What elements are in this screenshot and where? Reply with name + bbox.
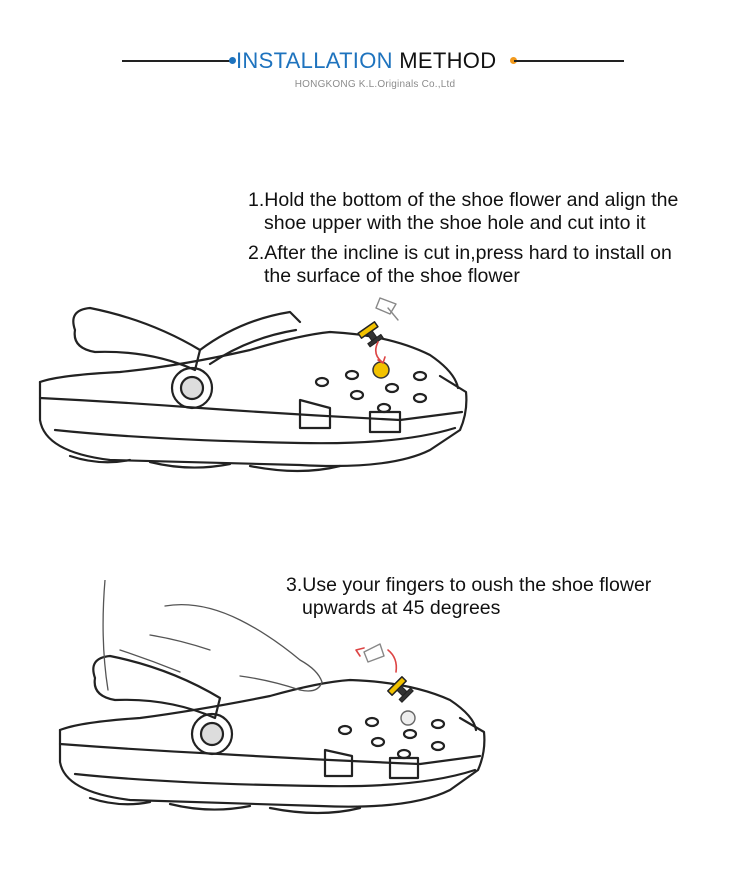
title-rest: METHOD (399, 48, 497, 73)
step-2-line-1: 2.After the incline is cut in,press hard to install on (248, 242, 672, 264)
page-title (236, 48, 510, 74)
step-3-line-1: 3.Use your fingers to oush the shoe flower (286, 574, 652, 596)
page-header (0, 40, 750, 100)
step-1-line-1: 1.Hold the bottom of the shoe flower and align the (248, 189, 679, 211)
header-right-rule (514, 60, 624, 62)
step-1-instruction (248, 189, 678, 235)
shoe-icon (0, 280, 750, 490)
title-accent: INSTALLATION (236, 48, 393, 73)
header-left-rule (122, 60, 230, 62)
step-2-line-2: the surface of the shoe flower (264, 265, 520, 287)
step-1-line-2: shoe upper with the shoe hole and cut into it (264, 212, 646, 234)
step-3-line-2: upwards at 45 degrees (302, 597, 501, 619)
header-left-dot (229, 57, 236, 64)
company-subtitle: HONGKONG K.L.Originals Co.,Ltd (294, 79, 456, 90)
hand-icon (0, 580, 750, 840)
